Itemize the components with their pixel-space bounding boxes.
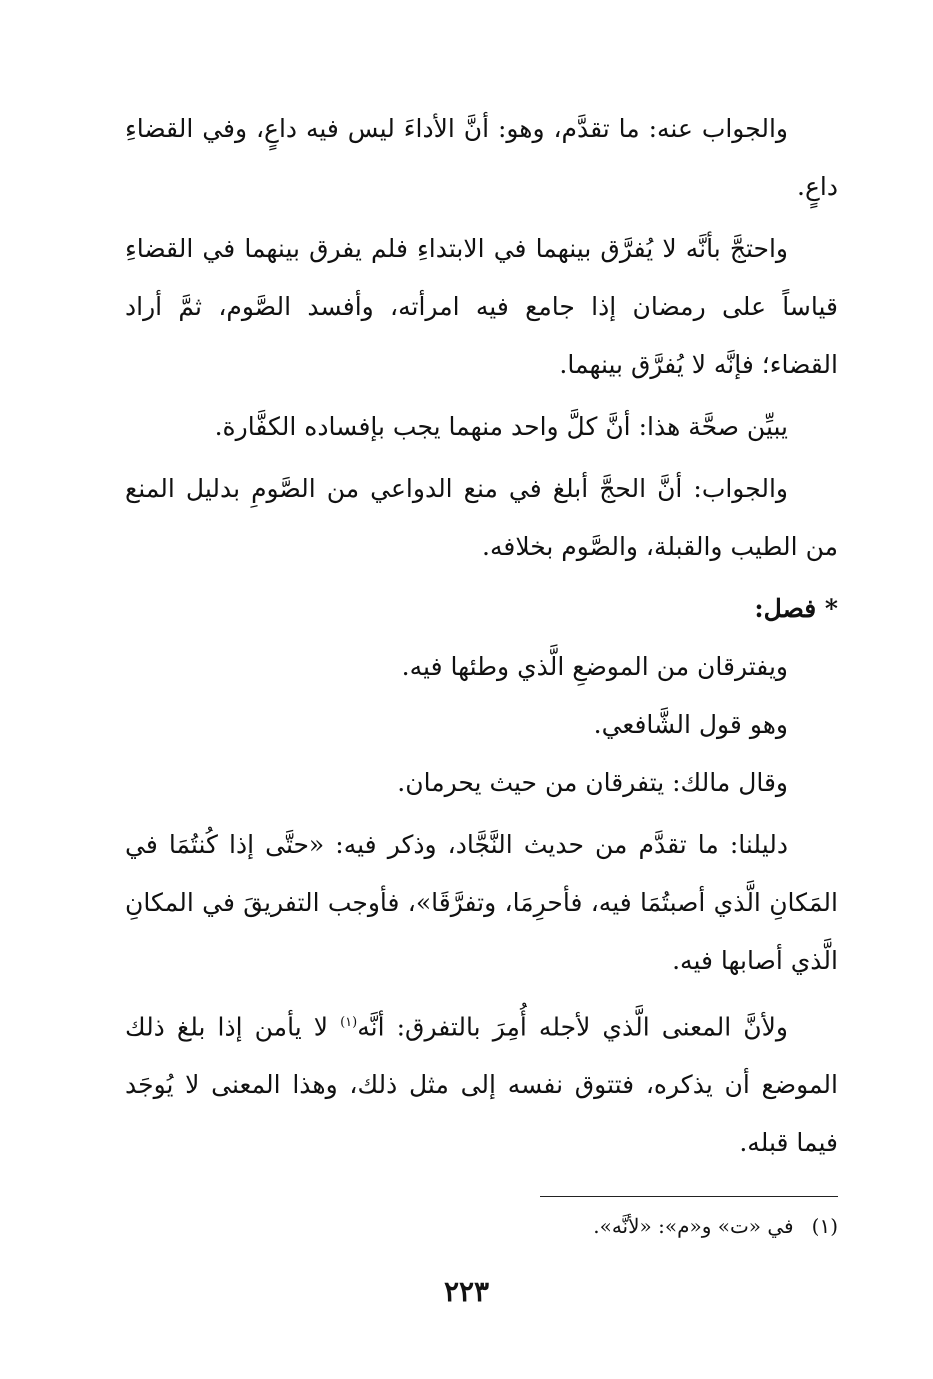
paragraph: يبيِّن صحَّة هذا: أنَّ كلَّ واحد منهما يجب بإفساده الكفَّارة. [214,412,788,441]
footnote-number: (١) [811,1214,838,1238]
paragraph-text-start: ولأنَّ المعنى الَّذي لأجله أُمِرَ بالتفرق: أنَّه [357,1012,788,1042]
star-marker: * [824,594,838,623]
footnote-text: في «ت» و«م»: «لأنَّه». [593,1214,794,1238]
paragraph: وهو قول الشَّافعي. [593,710,788,739]
paragraph: دليلنا: ما تقدَّم من حديث النَّجَّاد، وذكر فيه: «حتَّى إذا كُنتُمَا في المَكانِ الَّذي أصبتُمَا فيه، فأحرِمَا، وتفرَّقَا»، فأوجب التفريقَ في المكانِ الَّذي أصابها فيه. [125,830,838,975]
paragraph: والجواب عنه: ما تقدَّم، وهو: أنَّ الأداءَ ليس فيه داعٍ، وفي القضاءِ داعٍ. [125,114,838,201]
paragraph: والجواب: أنَّ الحجَّ أبلغ في منع الدواعي من الصَّومِ بدليل المنع من الطيب والقبلة، والصَّوم بخلافه. [125,474,838,561]
footnote-reference: (١) [340,1015,358,1030]
footnote [500,1206,838,1246]
paragraph: واحتجَّ بأنَّه لا يُفرَّق بينهما في الابتداءِ فلم يفرق بينهما في القضاءِ قياساً على رمضان إذا جامع فيه امرأته، وأفسد الصَّوم، ثمَّ أراد القضاء؛ فإنَّه لا يُفرَّق بينهما. [125,234,838,379]
paragraph: وقال مالك: يتفرقان من حيث يحرمان. [397,768,788,797]
section-title: فصل: [754,594,817,623]
paragraph-text-end: لا يأمن إذا بلغ ذلك الموضع أن يذكره، فتتوق نفسه إلى مثل ذلك، وهذا المعنى لا يُوجَد فيما قبله. [125,1012,838,1158]
paragraph: ويفترقان من الموضعِ الَّذي وطئها فيه. [401,652,788,681]
main-text [125,100,838,1172]
paragraph-with-footnote [125,994,838,1172]
footnote-divider [540,1196,838,1197]
page-number: ٢٢٣ [443,1275,490,1308]
section-heading [125,580,838,638]
